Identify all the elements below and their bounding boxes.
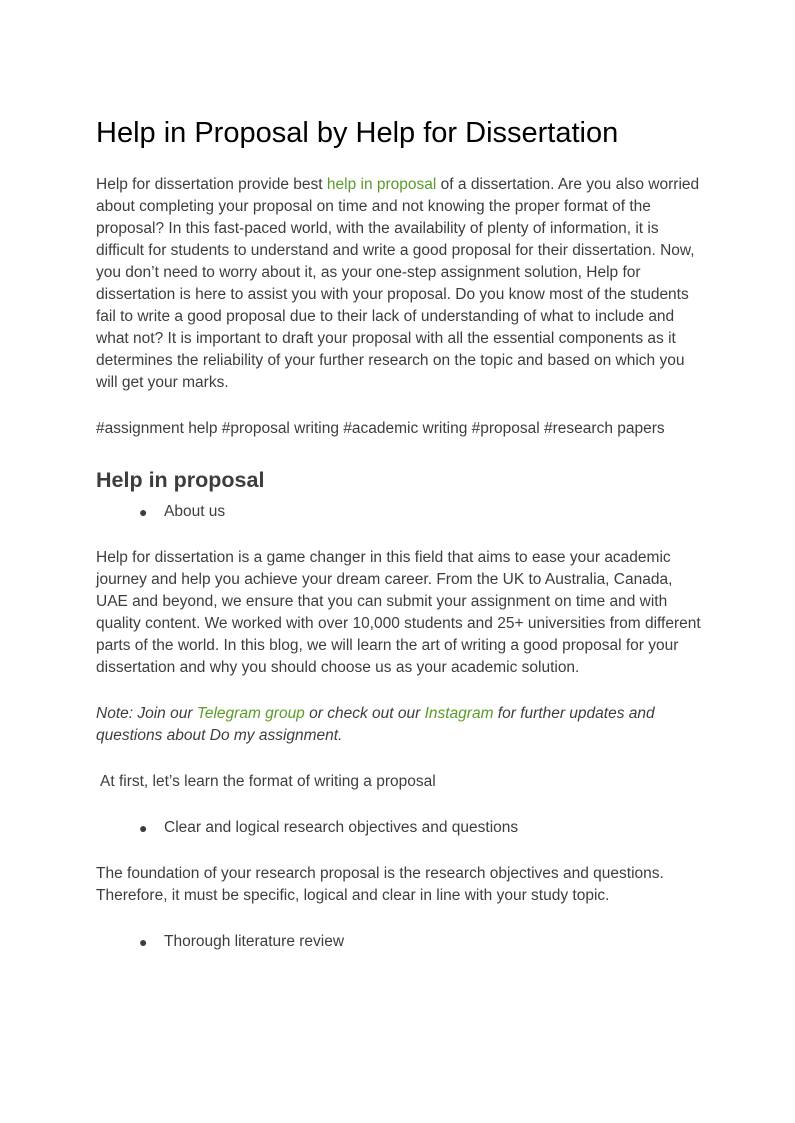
foundation-paragraph: The foundation of your research proposal is the research objectives and questions. Therefore, it must be specific, logical and clear in line with your study topic. bbox=[96, 865, 664, 904]
about-paragraph: Help for dissertation is a game changer in this field that aims to ease your academic journey and help you achieve your dream career. From the UK to Australia, Canada, UAE and beyond, we ensure that you can submit your assignment on time and with quality content. We worked with over 10,000 students and 25+ universities from different parts of the world. In this blog, we will learn the art of writing a good proposal for your dissertation and why you should choose us as your academic solution. bbox=[96, 549, 701, 676]
format-intro: At first, let’s learn the format of writing a proposal bbox=[100, 773, 436, 790]
list-item bbox=[96, 931, 706, 953]
bullet-list-about bbox=[96, 501, 706, 523]
intro-text-start: Help for dissertation provide best bbox=[96, 176, 327, 193]
section-heading: Help in proposal bbox=[96, 468, 265, 492]
note-paragraph bbox=[96, 703, 706, 747]
bullet-icon: ● bbox=[139, 934, 148, 950]
hashtags: #assignment help #proposal writing #academic writing #proposal #research papers bbox=[96, 420, 665, 437]
list-item-text: About us bbox=[164, 503, 226, 520]
page-title: Help in Proposal by Help for Dissertation bbox=[96, 117, 619, 149]
note-text-2: or check out our bbox=[304, 705, 425, 722]
document-page bbox=[96, 113, 706, 953]
list-item bbox=[96, 817, 706, 839]
instagram-link[interactable]: Instagram bbox=[424, 705, 494, 722]
bullet-list-literature bbox=[96, 931, 706, 953]
list-item bbox=[96, 501, 706, 523]
note-text-1: Note: Join our bbox=[96, 705, 197, 722]
list-item-text: Clear and logical research objectives and questions bbox=[164, 819, 519, 836]
intro-text-rest: of a dissertation. Are you also worried about completing your proposal on time and not knowing the proper format of the proposal? In this fast-paced world, with the availability of plenty of information, it is difficult for students to understand and write a good proposal for their dissertation. Now, you don’t need to worry about it, as your one-step assignment solution, Help for dissertation is here to assist you with your proposal. Do you know most of the students fail to write a good proposal due to their lack of understanding of what to include and what not? It is important to draft your proposal with all the essential components as it determines the reliability of your further research on the topic and based on which you will get your marks. bbox=[96, 176, 700, 391]
note-text-3: for further updates and questions about Do my assignment. bbox=[96, 705, 655, 744]
list-item-text: Thorough literature review bbox=[164, 933, 345, 950]
bullet-list-objectives bbox=[96, 817, 706, 839]
intro-paragraph bbox=[96, 174, 706, 394]
bullet-icon: ● bbox=[139, 504, 148, 520]
telegram-group-link[interactable]: Telegram group bbox=[196, 705, 305, 722]
help-in-proposal-link[interactable]: help in proposal bbox=[326, 176, 437, 193]
bullet-icon: ● bbox=[139, 820, 148, 836]
